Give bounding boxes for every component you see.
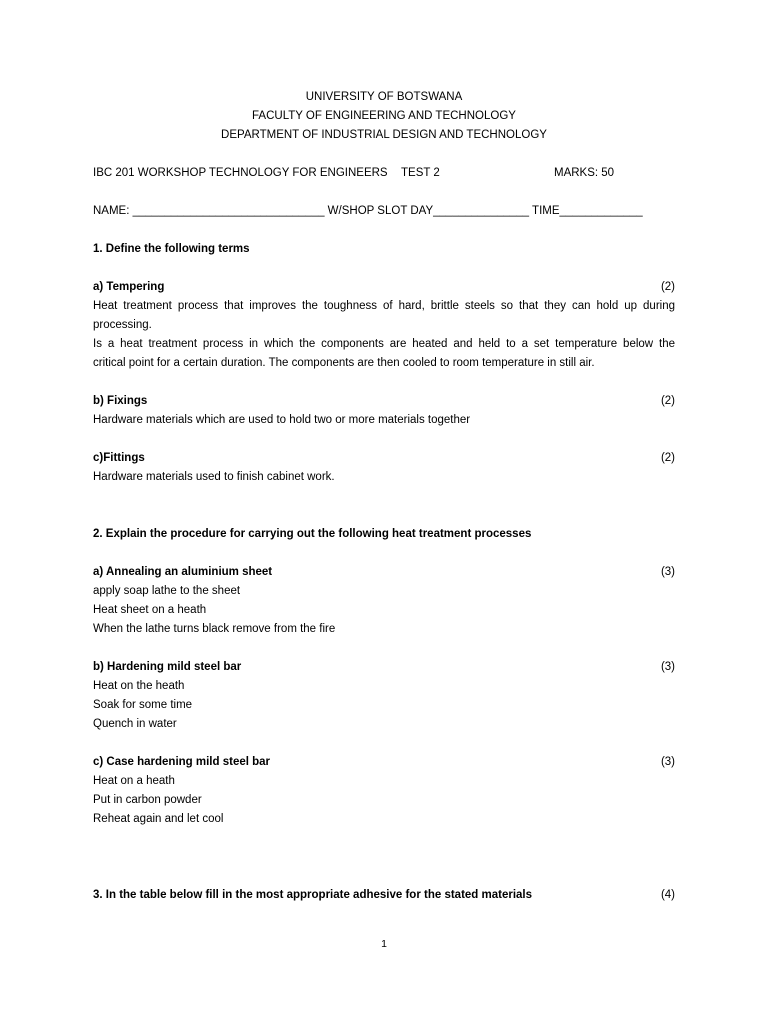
department-heading: DEPARTMENT OF INDUSTRIAL DESIGN AND TECHNOLOGY	[221, 129, 547, 141]
question-2-title: 2. Explain the procedure for carrying out the following heat treatment processes	[93, 528, 532, 540]
test-label: TEST 2	[401, 167, 440, 179]
q1-b-label: b) Fixings	[93, 395, 148, 407]
q2-b-answer-line: Quench in water	[93, 718, 177, 730]
q2-b-marks: (3)	[660, 661, 675, 673]
q2-a-answer-line: When the lathe turns black remove from the fire	[93, 623, 336, 635]
q1-c-label: c)Fittings	[93, 452, 145, 464]
course-title: IBC 201 WORKSHOP TECHNOLOGY FOR ENGINEERS	[93, 167, 388, 179]
q2-b-answer-line: Heat on the heath	[93, 680, 185, 692]
q2-a-label: a) Annealing an aluminium sheet	[93, 566, 273, 578]
q1-a-answer-line: processing.	[93, 319, 152, 331]
university-heading: UNIVERSITY OF BOTSWANA	[305, 91, 463, 103]
q2-a-answer-line: Heat sheet on a heath	[93, 604, 207, 616]
marks-total: MARKS: 50	[554, 167, 615, 179]
page-number: 1	[381, 938, 387, 950]
q1-b-marks: (2)	[660, 395, 675, 407]
faculty-heading: FACULTY OF ENGINEERING AND TECHNOLOGY	[252, 110, 516, 122]
q1-a-answer-line: Heat treatment process that improves the toughness of hard, brittle steels so that they can hold up during	[93, 300, 675, 312]
q2-c-answer-line: Heat on a heath	[93, 775, 175, 787]
q1-b-answer-line: Hardware materials which are used to hold two or more materials together	[93, 414, 471, 426]
q2-b-answer-line: Soak for some time	[93, 699, 193, 711]
q1-a-marks: (2)	[660, 281, 675, 293]
name-slot-time-line: NAME: ______________________________ W/SHOP SLOT DAY_______________ TIME_____________	[93, 205, 643, 217]
q1-a-answer-line: Is a heat treatment process in which the components are heated and held to a set temperature below the	[93, 338, 675, 350]
q2-a-marks: (3)	[660, 566, 675, 578]
q1-a-answer-line: critical point for a certain duration. The components are then cooled to room temperature in still air.	[93, 357, 595, 369]
q1-c-answer-line: Hardware materials used to finish cabinet work.	[93, 471, 335, 483]
q1-a-label: a) Tempering	[93, 281, 165, 293]
q2-b-label: b) Hardening mild steel bar	[93, 661, 242, 673]
q2-c-answer-line: Reheat again and let cool	[93, 813, 224, 825]
q2-c-label: c) Case hardening mild steel bar	[93, 756, 271, 768]
question-1-title: 1. Define the following terms	[93, 243, 250, 255]
question-3-title: 3. In the table below fill in the most appropriate adhesive for the stated materials	[93, 889, 533, 901]
q2-a-answer-line: apply soap lathe to the sheet	[93, 585, 241, 597]
q3-marks: (4)	[660, 889, 675, 901]
q2-c-answer-line: Put in carbon powder	[93, 794, 202, 806]
q1-c-marks: (2)	[660, 452, 675, 464]
q2-c-marks: (3)	[660, 756, 675, 768]
